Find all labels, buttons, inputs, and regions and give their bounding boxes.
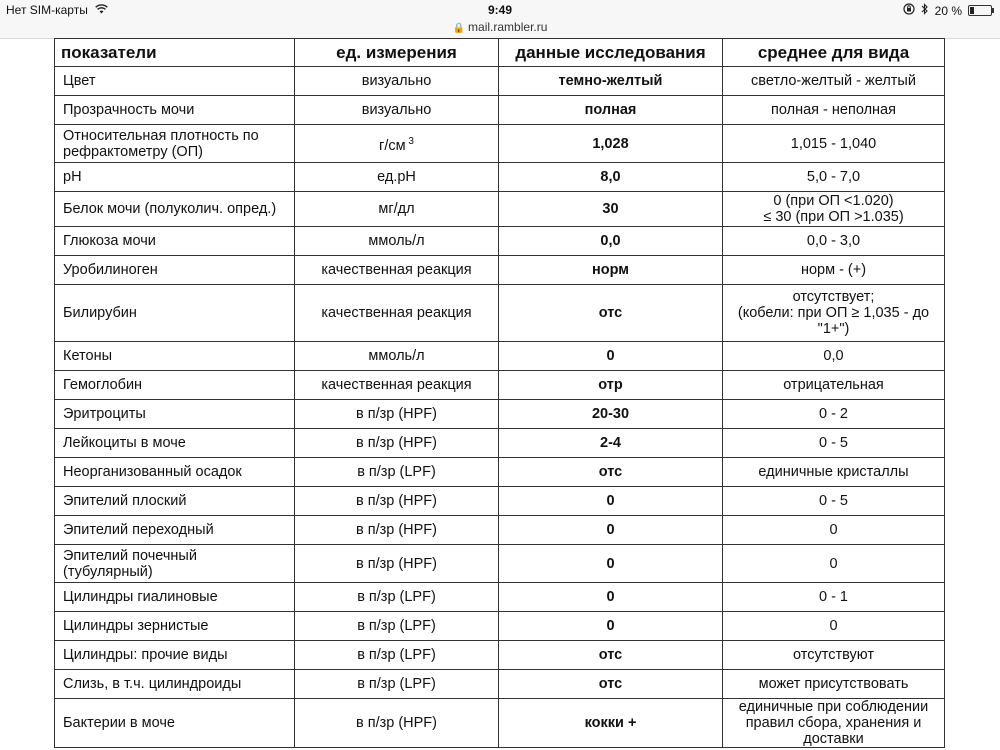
table-row [55, 612, 945, 641]
row-reference-range-text: ≤ 30 (при ОП >1.035) [763, 209, 904, 225]
row-indicator-name-text: pH [63, 169, 82, 185]
row-indicator-name-text: Кетоны [63, 348, 113, 364]
battery-icon [968, 5, 992, 16]
row-unit [295, 96, 499, 125]
row-result-value-text: отс [598, 464, 623, 480]
row-indicator-name [55, 487, 295, 516]
row-reference-range [723, 612, 945, 641]
row-indicator-name [55, 256, 295, 285]
row-unit-text: ед.pH [377, 169, 416, 185]
url-text: mail.rambler.ru [468, 20, 548, 34]
table-row [55, 641, 945, 670]
row-result-value-text: 8,0 [600, 169, 621, 185]
row-indicator-name-text: Лейкоциты в моче [63, 435, 186, 451]
row-indicator-name [55, 400, 295, 429]
row-unit [295, 458, 499, 487]
row-unit-text: в п/зр (HPF) [355, 555, 437, 572]
row-unit [295, 516, 499, 545]
row-indicator-name [55, 371, 295, 400]
row-result-value [499, 192, 723, 227]
row-reference-range-text: 0,0 - 3,0 [806, 233, 861, 249]
row-reference-range [723, 516, 945, 545]
row-indicator-name-text: Цилиндры: прочие виды [63, 647, 228, 663]
row-indicator-name [55, 192, 295, 227]
row-unit [295, 583, 499, 612]
table-row [55, 545, 945, 583]
table-row [55, 192, 945, 227]
row-unit-text: в п/зр (HPF) [355, 522, 437, 538]
row-indicator-name-text: Бактерии в моче [63, 715, 175, 731]
row-indicator-name [55, 227, 295, 256]
row-reference-range-text: 0,0 [823, 348, 844, 364]
unit-superscript: 3 [405, 135, 414, 147]
row-unit-text: г/см [379, 137, 406, 154]
row-indicator-name-text: Слизь, в т.ч. цилиндроиды [63, 676, 242, 692]
row-result-value [499, 641, 723, 670]
row-reference-range [723, 67, 945, 96]
row-indicator-name-text: Прозрачность мочи [63, 102, 195, 118]
row-result-value [499, 670, 723, 699]
row-result-value [499, 96, 723, 125]
row-result-value [499, 342, 723, 371]
row-result-value-text: темно-желтый [558, 73, 663, 89]
row-reference-range [723, 641, 945, 670]
row-reference-range [723, 163, 945, 192]
table-row [55, 487, 945, 516]
row-unit-text: в п/зр (HPF) [355, 715, 437, 731]
row-result-value-text: 0 [606, 493, 615, 509]
row-unit-text: визуально [361, 102, 432, 118]
row-result-value [499, 227, 723, 256]
row-reference-range-text: 0 (при ОП <1.020) [773, 193, 894, 209]
table-row [55, 516, 945, 545]
row-unit-text: в п/зр (LPF) [357, 676, 436, 692]
row-unit [295, 67, 499, 96]
row-unit-text: качественная реакция [321, 305, 472, 321]
row-indicator-name-text: Билирубин [63, 305, 137, 321]
row-result-value [499, 400, 723, 429]
table-header-row [55, 39, 945, 67]
row-unit [295, 342, 499, 371]
row-reference-range [723, 96, 945, 125]
row-unit-text: в п/зр (HPF) [355, 493, 437, 509]
row-indicator-name-text: Неорганизованный осадок [63, 464, 242, 480]
row-result-value [499, 545, 723, 583]
row-reference-range [723, 458, 945, 487]
row-indicator-name-text: Белок мочи (полуколич. опред.) [63, 201, 277, 217]
row-reference-range-text: единичные кристаллы [758, 464, 909, 480]
status-bar [0, 0, 1000, 20]
row-reference-range [723, 400, 945, 429]
row-indicator-name [55, 516, 295, 545]
row-unit-text: качественная реакция [321, 262, 472, 278]
row-result-value [499, 371, 723, 400]
row-unit [295, 371, 499, 400]
row-result-value [499, 458, 723, 487]
header-result: данные исследования [499, 39, 723, 67]
row-unit [295, 163, 499, 192]
row-reference-range [723, 545, 945, 583]
row-reference-range [723, 583, 945, 612]
row-result-value-text: кокки + [584, 715, 637, 731]
row-reference-range-text: отсутствует; [792, 289, 875, 305]
row-unit [295, 227, 499, 256]
row-result-value-text: 0 [606, 618, 615, 634]
row-reference-range-text: 0 - 5 [818, 493, 848, 509]
row-indicator-name [55, 67, 295, 96]
row-reference-range-text: единичные при соблюдении правил сбора, хранения и доставки [738, 699, 929, 747]
row-indicator-name-text: Уробилиноген [63, 262, 158, 278]
row-indicator-name-text: Цилиндры гиалиновые [63, 589, 218, 605]
rotation-lock-icon [903, 3, 915, 18]
row-result-value [499, 583, 723, 612]
row-result-value [499, 699, 723, 748]
row-unit-text: в п/зр (HPF) [355, 406, 437, 422]
row-indicator-name [55, 342, 295, 371]
row-result-value [499, 256, 723, 285]
row-reference-range-text: (кобели: при ОП ≥ 1,035 - до "1+") [737, 305, 930, 337]
address-bar[interactable] [0, 20, 1000, 39]
row-reference-range [723, 670, 945, 699]
row-unit-text: ммоль/л [368, 233, 425, 249]
table-row [55, 458, 945, 487]
row-reference-range-text: отрицательная [783, 377, 884, 393]
row-unit [295, 125, 499, 163]
page-content [54, 38, 944, 748]
row-result-value [499, 67, 723, 96]
row-reference-range [723, 256, 945, 285]
row-indicator-name [55, 458, 295, 487]
row-indicator-name [55, 670, 295, 699]
table-row [55, 285, 945, 342]
table-row [55, 256, 945, 285]
row-indicator-name-text: Цвет [63, 73, 96, 89]
row-reference-range [723, 125, 945, 163]
row-reference-range-text: 0 - 5 [818, 435, 848, 451]
row-result-value-text: отс [598, 647, 623, 663]
row-indicator-name-text: Относительная плотность по рефрактометру (ОП) [63, 127, 259, 160]
row-unit-text: в п/зр (LPF) [357, 589, 436, 605]
row-indicator-name-text: Цилиндры зернистые [63, 618, 209, 634]
row-result-value [499, 612, 723, 641]
row-reference-range [723, 285, 945, 342]
row-reference-range-text: 0 - 1 [818, 589, 848, 605]
row-result-value [499, 125, 723, 163]
row-result-value-text: полная [584, 102, 637, 118]
row-reference-range [723, 342, 945, 371]
table-row [55, 67, 945, 96]
row-indicator-name-text: Гемоглобин [63, 377, 143, 393]
row-unit-text: качественная реакция [321, 377, 472, 393]
row-unit [295, 641, 499, 670]
bluetooth-icon [921, 3, 929, 18]
row-unit [295, 612, 499, 641]
row-unit-text: ммоль/л [368, 348, 425, 364]
header-unit: ед. измерения [295, 39, 499, 67]
status-right [903, 3, 992, 18]
row-result-value-text: отр [598, 377, 623, 393]
row-result-value-text: 0 [606, 348, 615, 364]
row-result-value-text: 0 [606, 522, 615, 538]
row-indicator-name-text: Эритроциты [63, 406, 146, 422]
row-unit-text: в п/зр (LPF) [357, 647, 436, 663]
table-row [55, 227, 945, 256]
row-reference-range [723, 429, 945, 458]
row-unit [295, 670, 499, 699]
row-unit [295, 429, 499, 458]
row-reference-range-text: норм - (+) [800, 262, 867, 278]
row-reference-range [723, 227, 945, 256]
row-indicator-name [55, 429, 295, 458]
row-unit [295, 545, 499, 583]
row-indicator-name [55, 641, 295, 670]
row-result-value-text: 0 [606, 555, 615, 572]
row-indicator-name [55, 699, 295, 748]
row-result-value-text: отс [598, 305, 623, 321]
lock-icon: 🔒 [452, 23, 466, 34]
row-unit-text: в п/зр (HPF) [355, 435, 437, 451]
clock: 9:49 [487, 3, 513, 17]
row-indicator-name [55, 125, 295, 163]
row-result-value [499, 163, 723, 192]
row-result-value-text: 2-4 [600, 435, 621, 451]
row-reference-range-text: может присутствовать [758, 676, 909, 692]
table-row [55, 670, 945, 699]
row-result-value-text: 20-30 [591, 406, 630, 422]
table-row [55, 400, 945, 429]
header-reference: среднее для вида [723, 39, 945, 67]
row-result-value-text: 1,028 [592, 135, 629, 152]
battery-percent: 20 % [934, 3, 962, 18]
row-unit [295, 400, 499, 429]
row-reference-range-text: отсутствуют [793, 647, 874, 663]
row-result-value-text: 0 [606, 589, 615, 605]
row-indicator-name-text: Эпителий почечный (тубулярный) [63, 547, 197, 580]
row-result-value [499, 429, 723, 458]
row-indicator-name-text: Глюкоза мочи [63, 233, 156, 249]
header-indicator: показатели [55, 39, 295, 67]
table-row [55, 429, 945, 458]
row-reference-range-text: светло-желтый - желтый [751, 73, 916, 89]
row-reference-range-text: 0 [829, 555, 838, 572]
row-result-value [499, 516, 723, 545]
table-row [55, 699, 945, 748]
row-unit-text: мг/дл [378, 201, 415, 217]
row-indicator-name [55, 545, 295, 583]
row-indicator-name [55, 96, 295, 125]
table-row [55, 163, 945, 192]
row-indicator-name [55, 163, 295, 192]
row-unit-text: в п/зр (LPF) [357, 464, 436, 480]
row-indicator-name [55, 285, 295, 342]
table-row [55, 371, 945, 400]
row-unit [295, 256, 499, 285]
row-unit [295, 285, 499, 342]
results-table [54, 38, 945, 748]
table-row [55, 583, 945, 612]
row-result-value-text: 0,0 [600, 233, 621, 249]
row-reference-range-text: 1,015 - 1,040 [790, 135, 877, 152]
row-result-value-text: норм [591, 262, 629, 278]
row-indicator-name-text: Эпителий переходный [63, 522, 214, 538]
row-unit [295, 699, 499, 748]
table-row [55, 125, 945, 163]
row-reference-range-text: 0 [829, 618, 838, 634]
row-indicator-name [55, 583, 295, 612]
row-result-value-text: отс [598, 676, 623, 692]
row-reference-range-text: полная - неполная [771, 102, 896, 118]
row-reference-range [723, 371, 945, 400]
row-unit-text: визуально [361, 73, 432, 89]
row-indicator-name-text: Эпителий плоский [63, 493, 187, 509]
row-reference-range-text: 0 - 2 [818, 406, 848, 422]
row-result-value [499, 285, 723, 342]
row-result-value-text: 30 [602, 201, 619, 217]
row-unit [295, 192, 499, 227]
row-indicator-name [55, 612, 295, 641]
table-row [55, 342, 945, 371]
row-unit [295, 487, 499, 516]
row-reference-range [723, 192, 945, 227]
row-reference-range [723, 487, 945, 516]
row-reference-range-text: 5,0 - 7,0 [806, 169, 861, 185]
row-unit-text: в п/зр (LPF) [357, 618, 436, 634]
row-reference-range [723, 699, 945, 748]
table-row [55, 96, 945, 125]
carrier-text: Нет SIM-карты [6, 3, 88, 17]
row-result-value [499, 487, 723, 516]
row-reference-range-text: 0 [829, 522, 838, 538]
